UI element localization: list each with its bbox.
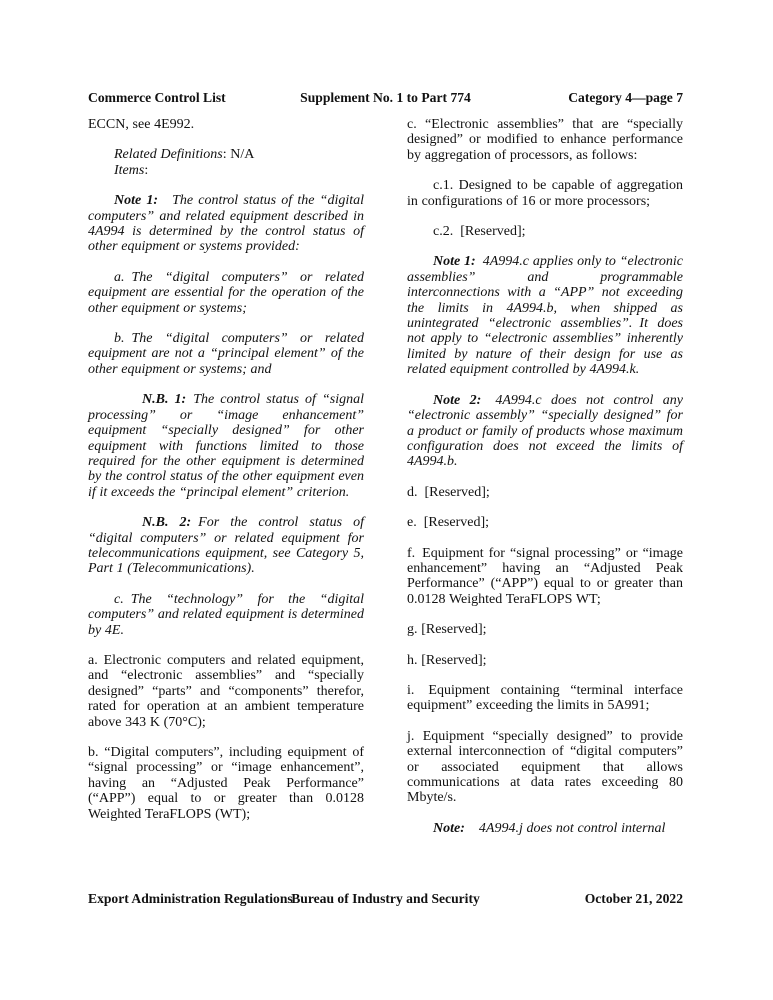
related-definitions-text: : N/A: [222, 147, 255, 163]
eccn-cross-reference-text: ECCN, see 4E992.: [88, 117, 195, 132]
note-1-a: [88, 270, 364, 316]
footer-left: Export Administration Regulations: [88, 891, 293, 906]
nb-2-lead: N.B. 2:: [142, 515, 192, 531]
related-definitions-lead: Related Definitions: [114, 147, 223, 163]
related-definitions: [88, 147, 364, 162]
item-i: [407, 683, 683, 714]
item-c-note-1: [407, 254, 683, 377]
nb-2: [88, 515, 364, 577]
item-d-text: d. [Reserved];: [407, 484, 490, 500]
footer-center: Bureau of Industry and Security: [291, 891, 480, 906]
nb-2-text: For the control status of “digital computers” or related equipment for telecommunications equipment, see Category 5, Part 1 (Telecommunications).: [88, 515, 364, 577]
page-header: [88, 90, 683, 107]
item-c: [407, 117, 683, 163]
item-b: [88, 745, 364, 822]
items-label: [88, 163, 364, 178]
item-c-note-1-text: 4A994.c applies only to “electronic assemblies” and programmable interconnections with a “APP” not exceeding the limits in 4A994.b, when shipped as unintegrated “electronic assemblies”. It does not apply to “electronic assemblies” inherently limited by nature of their design for use as related equipment controlled by 4A994.k.: [407, 254, 683, 378]
item-c-note-2-text: 4A994.c does not control any “electronic assembly” “specially designed” for a product or family of products whose maximum configuration does not exceed the limits of 4A994.b.: [407, 392, 683, 470]
item-c-note-1-lead: Note 1:: [433, 254, 476, 270]
page-footer: [88, 891, 683, 908]
header-center: Supplement No. 1 to Part 774: [300, 90, 471, 105]
item-i-text: i. Equipment containing “terminal interface equipment” exceeding the limits in 5A991;: [407, 682, 683, 714]
item-j-note-text: 4A994.j does not control internal: [464, 820, 666, 836]
note-1-c-text: c. The “technology” for the “digital computers” and related equipment is determined by 4E.: [88, 591, 364, 638]
left-column: [88, 117, 364, 851]
item-f-text: f. Equipment for “signal processing” or “image enhancement” having an “Adjusted Peak Performance” (“APP”) equal to or greater than 0.0128 Weighted TeraFLOPS WT;: [407, 545, 683, 607]
item-c2: [407, 224, 683, 239]
items-label-text: :: [144, 162, 149, 178]
note-1-lead: Note 1:: [114, 193, 159, 209]
item-c1: [407, 178, 683, 209]
item-c2-text: c.2. [Reserved];: [433, 224, 526, 240]
item-j-note-lead: Note:: [433, 820, 465, 836]
items-label-lead: Items: [114, 162, 145, 178]
item-f: [407, 546, 683, 608]
item-g-text: g. [Reserved];: [407, 622, 487, 638]
item-a-text: a. Electronic computers and related equipment, and “electronic assemblies” and “specially designed” “parts” and “components” therefor, rated for operation at an ambient temperature above 343 K (70°C);: [88, 652, 364, 730]
note-1-c: [88, 592, 364, 638]
note-1-b-text: b. The “digital computers” or related equipment are not a “principal element” of the other equipment or systems; and: [88, 331, 364, 377]
item-a: [88, 653, 364, 730]
item-h-text: h. [Reserved];: [407, 652, 487, 668]
eccn-cross-reference: [88, 117, 364, 132]
header-left: Commerce Control List: [88, 90, 226, 105]
item-e-text: e. [Reserved];: [407, 515, 490, 531]
nb-1-text: The control status of “signal processing” or “image enhancement” equipment “specially designed” for other equipment with functions limited to those required for the other equipment is determined by the control status of the other equipment even if it exceeds the “principal element” criterion.: [88, 392, 364, 500]
item-g: [407, 622, 683, 637]
item-h: [407, 653, 683, 668]
item-j: [407, 729, 683, 806]
nb-1-lead: N.B. 1:: [142, 392, 187, 408]
item-c-note-2: [407, 393, 683, 470]
document-body: [88, 117, 683, 851]
right-column: [407, 117, 683, 851]
item-c-text: c. “Electronic assemblies” that are “specially designed” or modified to enhance performance by aggregation of processors, as follows:: [407, 117, 683, 163]
item-j-note: [407, 821, 683, 836]
note-1-text: The control status of the “digital computers” and related equipment described in 4A994 is determined by the control status of other equipment or systems provided:: [88, 193, 365, 255]
item-j-text: j. Equipment “specially designed” to provide external interconnection of “digital computers” or associated equipment that allows communications at data rates exceeding 80 Mbyte/s.: [407, 728, 683, 806]
footer-right: October 21, 2022: [584, 891, 683, 906]
note-1-a-text: a. The “digital computers” or related equipment are essential for the operation of the other equipment or systems;: [88, 269, 364, 316]
nb-1: [88, 392, 364, 500]
item-d: [407, 485, 683, 500]
item-b-text: b. “Digital computers”, including equipment of “signal processing” or “image enhancement”, having an “Adjusted Peak Performance” (“APP”) equal to or greater than 0.0128 Weighted TeraFLOPS (WT);: [88, 745, 364, 822]
note-1-b: [88, 331, 364, 377]
item-e: [407, 515, 683, 530]
note-1: [88, 193, 364, 255]
item-c-note-2-lead: Note 2:: [433, 392, 482, 408]
header-right: Category 4—page 7: [568, 90, 683, 105]
item-c1-text: c.1. Designed to be capable of aggregation in configurations of 16 or more processors;: [407, 178, 683, 209]
